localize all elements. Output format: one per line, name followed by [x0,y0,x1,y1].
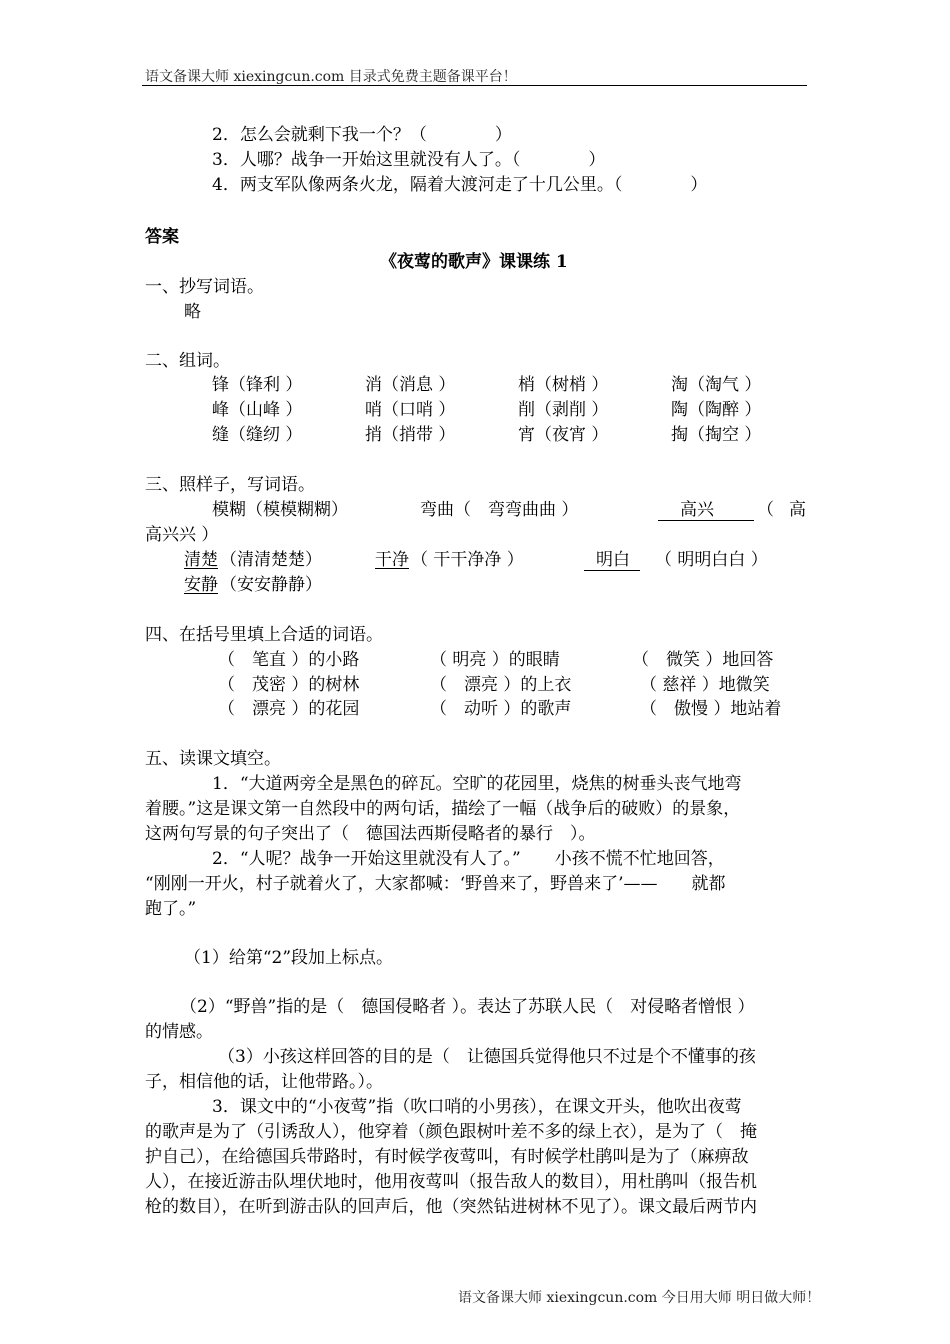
phrase-cell: （ 傲慢 ）地站着 [640,699,782,719]
word-cell: 削（剥削 ） [518,400,609,420]
word-underline [584,570,640,571]
word-answer: 弯曲（ 弯弯曲曲 ） [420,500,579,520]
section-heading: 五、读课文填空。 [145,749,281,769]
phrase-cell: （ 漂亮 ）的花园 [218,699,360,719]
word-prompt: 高兴 [680,500,714,520]
word-cell: 捎（捎带 ） [365,425,456,445]
word-cell: 宵（夜宵 ） [518,425,609,445]
paragraph-line: 人），在接近游击队埋伏地时，他用夜莺叫（报告敌人的数目），用杜鹃叫（报告机 [145,1172,757,1192]
phrase-cell: （ 动听 ）的歌声 [430,699,572,719]
paragraph-line: 护自己），在给德国兵带路时，有时候学夜莺叫，有时候学杜鹃叫是为了（麻痹敌 [145,1147,749,1167]
word-answer: （ 明明白白 ） [655,550,768,570]
section-heading: 二、组词。 [145,351,230,371]
paragraph-line: 这两句写景的句子突出了（ 德国法西斯侵略者的暴行 ）。 [145,824,596,844]
phrase-cell: （ 明亮 ）的眼睛 [430,650,560,670]
paragraph-line: 的歌声是为了（引诱敌人），他穿着（颜色跟树叶差不多的绿上衣），是为了（ 掩 [145,1122,757,1142]
word-cell: 哨（口哨 ） [365,400,456,420]
page-title: 《夜莺的歌声》课课练 1 [380,252,568,272]
word-answer: 高兴兴 ） [145,525,219,545]
paragraph-line: 枪的数目），在听到游击队的回声后，他（突然钻进树林不见了）。课文最后两节内 [145,1197,757,1217]
word-cell: 梢（树梢 ） [518,375,609,395]
paragraph-line: 跑了。” [145,899,197,919]
section-content: 略 [184,302,201,322]
paragraph-line: 1．“大道两旁全是黑色的碎瓦。空旷的花园里，烧焦的树垂头丧气地弯 [212,774,742,794]
question-item: 2．怎么会就剩下我一个？（ ） [212,125,512,145]
question-item: 3．人哪？战争一开始这里就没有人了。（ ） [212,150,606,170]
paragraph-line: （1）给第“2”段加上标点。 [184,948,394,968]
section-heading: 三、照样子，写词语。 [145,475,315,495]
paragraph-line: 子，相信他的话，让他带路。）。 [145,1072,383,1092]
header-rule [142,85,807,86]
word-prompt: 清楚 [184,550,218,570]
word-prompt: 安静 [184,575,218,595]
word-answer: （ 干干净净 ） [411,550,524,570]
word-cell: 陶（陶醉 ） [671,400,762,420]
word-answer: （安安静静） [220,575,322,595]
page-header: 语文备课大师 xiexingcun.com 目录式免费主题备课平台！ [145,69,517,85]
word-underline [658,520,754,521]
paragraph-line: （3）小孩这样回答的目的是（ 让德国兵觉得他只不过是个不懂事的孩 [218,1047,756,1067]
page-footer: 语文备课大师 xiexingcun.com 今日用大师 明日做大师！ [458,1290,821,1306]
phrase-cell: （ 慈祥 ）地微笑 [640,675,770,695]
paragraph-line: （2）“野兽”指的是（ 德国侵略者 ）。表达了苏联人民（ 对侵略者憎恨 ） [180,997,755,1017]
phrase-cell: （ 笔直 ）的小路 [218,650,360,670]
section-heading: 四、在括号里填上合适的词语。 [145,625,383,645]
word-prompt: 干净 [375,550,409,570]
word-cell: 峰（山峰 ） [212,400,303,420]
paragraph-line: 2．“人呢？战争一开始这里就没有人了。” 小孩不慌不忙地回答， [212,849,725,869]
paragraph-line: 3．课文中的“小夜莺”指（吹口哨的小男孩），在课文开头，他吹出夜莺 [212,1097,742,1117]
word-cell: 淘（淘气 ） [671,375,762,395]
word-cell: 消（消息 ） [365,375,456,395]
paragraph-line: “刚刚一开火，村子就着火了，大家都喊：‘野兽来了，野兽来了’—— 就都 [145,874,726,894]
section-heading: 一、抄写词语。 [145,277,264,297]
question-item: 4．两支军队像两条火龙，隔着大渡河走了十几公里。（ ） [212,175,708,195]
paragraph-line: 的情感。 [145,1022,213,1042]
bracket-open: （ [757,500,774,520]
example-word: 模糊（模模糊糊） [212,500,348,520]
word-prompt: 明白 [596,550,630,570]
word-cell: 掏（掏空 ） [671,425,762,445]
paragraph-line: 着腰。”这是课文第一自然段中的两句话，描绘了一幅（战争后的破败）的景象， [145,799,741,819]
answers-label: 答案 [145,227,179,247]
word-cell: 锋（锋利 ） [212,375,303,395]
phrase-cell: （ 茂密 ）的树林 [218,675,360,695]
phrase-cell: （ 漂亮 ）的上衣 [430,675,572,695]
word-answer: （清清楚楚） [220,550,322,570]
phrase-cell: （ 微笑 ）地回答 [632,650,774,670]
word-cell: 缝（缝纫 ） [212,425,303,445]
word-answer: 高 [789,500,806,520]
